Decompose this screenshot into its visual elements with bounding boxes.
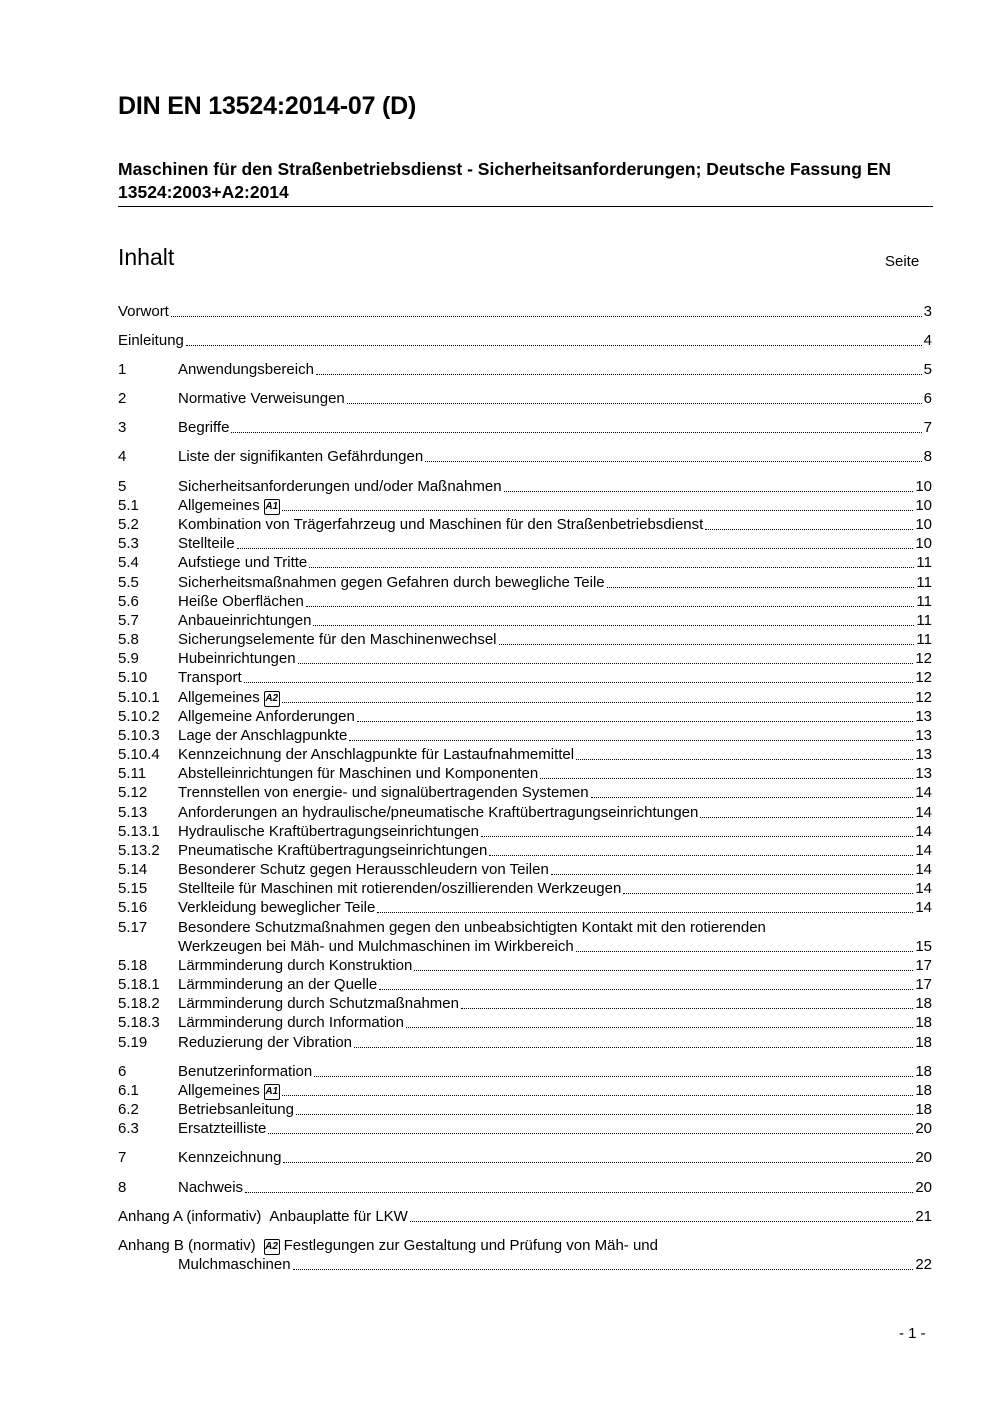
toc-entry[interactable]	[118, 447, 932, 466]
toc-dot-leader	[298, 662, 914, 664]
toc-entry-page: 22	[915, 1256, 932, 1273]
toc-entry-label: Benutzerinformation	[178, 1063, 313, 1080]
toc-entry-page: 11	[916, 593, 932, 610]
toc-entry-number: 5.19	[118, 1034, 148, 1051]
toc-entry-label: Allgemeines	[178, 1082, 260, 1099]
toc-dot-leader	[282, 509, 914, 511]
toc-entry[interactable]	[118, 573, 932, 592]
toc-entry-page: 20	[915, 1120, 932, 1137]
toc-entry-label: Normative Verweisungen	[178, 390, 345, 407]
toc-entry-label: Betriebsanleitung	[178, 1101, 294, 1118]
toc-entry[interactable]	[118, 302, 932, 321]
toc-entry-page: 18	[915, 1101, 932, 1118]
toc-dot-leader	[623, 892, 913, 894]
toc-entry-label: Kennzeichnung der Anschlagpunkte für Lastaufnahmemittel	[178, 746, 575, 763]
toc-entry[interactable]	[118, 745, 932, 764]
toc-entry-label: Begriffe	[178, 419, 230, 436]
toc-dot-leader	[414, 969, 913, 971]
toc-entry-page: 13	[915, 708, 932, 725]
toc-entry-label: Transport	[178, 669, 242, 686]
toc-entry-label: Sicherungselemente für den Maschinenwechsel	[178, 631, 497, 648]
toc-entry-label: Verkleidung beweglicher Teile	[178, 899, 376, 916]
toc-dot-leader	[379, 988, 913, 990]
contents-heading: Inhalt	[118, 244, 175, 270]
toc-entry[interactable]	[118, 1013, 932, 1032]
toc-dot-leader	[314, 1075, 913, 1077]
toc-entry-page: 14	[915, 823, 932, 840]
toc-entry[interactable]	[118, 1100, 932, 1119]
toc-dot-leader	[347, 402, 922, 404]
toc-entry-number: 5.17	[118, 919, 148, 936]
amendment-marker-icon: A1	[264, 499, 280, 515]
toc-dot-leader	[244, 681, 914, 683]
toc-dot-leader	[551, 873, 914, 875]
toc-entry-number: 3	[118, 419, 127, 436]
toc-entry-page: 17	[915, 957, 932, 974]
toc-entry-label: Lärmminderung durch Information	[178, 1014, 404, 1031]
toc-entry[interactable]	[118, 783, 932, 802]
toc-entry-page: 10	[915, 497, 932, 514]
toc-entry-page: 12	[915, 650, 932, 667]
toc-entry-number: 5.9	[118, 650, 139, 667]
toc-entry-label: Nachweis	[178, 1179, 244, 1196]
toc-entry[interactable]	[118, 331, 932, 350]
amendment-marker-icon: A1	[264, 1084, 280, 1100]
toc-dot-leader	[282, 701, 914, 703]
toc-entry-label: Liste der signifikanten Gefährdungen	[178, 448, 424, 465]
toc-entry-page: 21	[915, 1208, 932, 1225]
toc-entry-page: 10	[915, 535, 932, 552]
toc-dot-leader	[316, 373, 922, 375]
toc-entry[interactable]	[118, 803, 932, 822]
toc-entry-label: Festlegungen zur Gestaltung und Prüfung von Mäh- und	[283, 1237, 658, 1254]
toc-entry-label: Lärmminderung durch Schutzmaßnahmen	[178, 995, 459, 1012]
toc-entry-label: Stellteile für Maschinen mit rotierenden/oszillierenden Werkzeugen	[178, 880, 622, 897]
toc-entry-label: Hubeinrichtungen	[178, 650, 296, 667]
amendment-marker-icon: A2	[264, 1239, 280, 1255]
toc-entry-label: Anforderungen an hydraulische/pneumatische Kraftübertragungseinrichtungen	[178, 804, 699, 821]
toc-entry[interactable]	[178, 937, 932, 956]
toc-entry[interactable]	[118, 688, 932, 707]
toc-entry-number: 6.3	[118, 1120, 139, 1137]
toc-entry-page: 15	[915, 938, 932, 955]
toc-entry[interactable]	[118, 515, 932, 534]
toc-entry-page: 10	[915, 516, 932, 533]
toc-entry-page: 3	[923, 303, 932, 320]
toc-dot-leader	[410, 1220, 913, 1222]
toc-dot-leader	[186, 344, 922, 346]
toc-entry-label: Anwendungsbereich	[178, 361, 314, 378]
toc-entry-page: 10	[915, 478, 932, 495]
toc-entry[interactable]	[118, 477, 932, 496]
toc-entry[interactable]	[118, 1207, 932, 1226]
toc-entry-page: 14	[915, 861, 932, 878]
toc-dot-leader	[406, 1026, 913, 1028]
toc-entry[interactable]	[118, 764, 932, 783]
toc-dot-leader	[357, 720, 914, 722]
toc-entry-label: Kennzeichnung	[178, 1149, 282, 1166]
toc-entry-number: 7	[118, 1149, 127, 1166]
toc-dot-leader	[607, 586, 915, 588]
toc-entry[interactable]	[178, 1255, 932, 1274]
toc-dot-leader	[504, 490, 914, 492]
toc-entry-number: 5.10.2	[118, 708, 160, 725]
toc-entry-number: 5	[118, 478, 127, 495]
toc-entry-label: Sicherheitsmaßnahmen gegen Gefahren durch bewegliche Teile	[178, 574, 605, 591]
toc-entry-label: Abstelleinrichtungen für Maschinen und Komponenten	[178, 765, 539, 782]
toc-entry-label: Mulchmaschinen	[178, 1256, 291, 1273]
toc-entry-page: 18	[915, 1014, 932, 1031]
toc-entry-label: Allgemeine Anforderungen	[178, 708, 355, 725]
toc-dot-leader	[576, 758, 913, 760]
toc-entry-label: Lärmminderung an der Quelle	[178, 976, 378, 993]
toc-dot-leader	[591, 796, 914, 798]
toc-dot-leader	[540, 777, 913, 779]
toc-entry-number: 5.7	[118, 612, 139, 629]
toc-entry-number: 5.13.2	[118, 842, 160, 859]
toc-entry[interactable]	[118, 668, 932, 687]
toc-entry-page: 13	[915, 727, 932, 744]
toc-entry-page: 20	[915, 1149, 932, 1166]
toc-entry-page: 12	[915, 669, 932, 686]
toc-entry-page: 14	[915, 880, 932, 897]
toc-entry-page: 11	[916, 554, 932, 571]
toc-dot-leader	[306, 605, 915, 607]
toc-dot-leader	[245, 1191, 913, 1193]
toc-dot-leader	[499, 643, 915, 645]
toc-entry-label: Stellteile	[178, 535, 235, 552]
toc-entry-page: 6	[923, 390, 932, 407]
toc-entry-label: Hydraulische Kraftübertragungseinrichtungen	[178, 823, 480, 840]
toc-dot-leader	[309, 566, 914, 568]
toc-entry-number: 5.18.3	[118, 1014, 160, 1031]
toc-dot-leader	[293, 1268, 914, 1270]
toc-entry-label: Aufstiege und Tritte	[178, 554, 308, 571]
toc-entry-page: 17	[915, 976, 932, 993]
toc-dot-leader	[237, 547, 914, 549]
toc-entry-number: 5.10.1	[118, 689, 160, 706]
toc-entry-number: 5.16	[118, 899, 148, 916]
toc-entry[interactable]	[118, 841, 932, 860]
toc-entry[interactable]	[118, 975, 932, 994]
toc-dot-leader	[700, 816, 913, 818]
toc-entry-annex-prefix: Anhang A (informativ)	[118, 1208, 262, 1225]
toc-entry-number: 5.10.3	[118, 727, 160, 744]
toc-entry-number: 5.13	[118, 804, 148, 821]
toc-dot-leader	[489, 854, 913, 856]
toc-entry-label: Kombination von Trägerfahrzeug und Maschinen für den Straßenbetriebsdienst	[178, 516, 704, 533]
toc-entry-page: 11	[916, 631, 932, 648]
toc-entry[interactable]	[118, 1178, 932, 1197]
toc-entry-number: 5.5	[118, 574, 139, 591]
toc-entry-page: 14	[915, 784, 932, 801]
toc-entry[interactable]	[118, 994, 932, 1013]
toc-entry-number: 6.2	[118, 1101, 139, 1118]
toc-entry-number: 5.1	[118, 497, 139, 514]
page-column-heading: Seite	[885, 253, 920, 270]
toc-entry[interactable]	[118, 611, 932, 630]
toc-entry[interactable]	[118, 418, 932, 437]
toc-entry-label: Besondere Schutzmaßnahmen gegen den unbeabsichtigten Kontakt mit den rotierenden	[178, 919, 766, 936]
toc-entry-page: 14	[915, 899, 932, 916]
toc-entry-page: 14	[915, 842, 932, 859]
toc-entry-number: 1	[118, 361, 127, 378]
toc-entry-page: 18	[915, 1063, 932, 1080]
toc-entry[interactable]	[118, 707, 932, 726]
toc-entry[interactable]	[118, 360, 932, 379]
toc-entry[interactable]	[118, 918, 932, 937]
toc-dot-leader	[231, 431, 921, 433]
toc-entry[interactable]	[118, 1236, 932, 1255]
toc-entry-page: 12	[915, 689, 932, 706]
toc-entry[interactable]	[118, 534, 932, 553]
toc-entry[interactable]	[118, 1119, 932, 1138]
toc-entry-number: 5.11	[118, 765, 147, 782]
toc-entry[interactable]	[118, 1081, 932, 1100]
toc-entry-label: Sicherheitsanforderungen und/oder Maßnahmen	[178, 478, 502, 495]
toc-entry-number: 5.12	[118, 784, 148, 801]
toc-entry[interactable]	[118, 898, 932, 917]
toc-entry[interactable]	[118, 956, 932, 975]
toc-entry[interactable]	[118, 389, 932, 408]
toc-entry-number: 8	[118, 1179, 127, 1196]
toc-dot-leader	[313, 624, 914, 626]
toc-entry-label: Trennstellen von energie- und signalübertragenden Systemen	[178, 784, 589, 801]
toc-entry-label: Besonderer Schutz gegen Herausschleudern von Teilen	[178, 861, 549, 878]
toc-entry[interactable]	[118, 630, 932, 649]
toc-entry-label: Anbauplatte für LKW	[269, 1208, 408, 1225]
toc-entry[interactable]	[118, 1033, 932, 1052]
toc-entry-number: 5.10.4	[118, 746, 160, 763]
toc-entry-label: Heiße Oberflächen	[178, 593, 304, 610]
toc-dot-leader	[425, 460, 921, 462]
toc-dot-leader	[283, 1161, 913, 1163]
document-subtitle: Maschinen für den Straßenbetriebsdienst - Sicherheitsanforderungen; Deutsche Fassung EN 13524:2003+A2:2014	[118, 159, 892, 202]
toc-entry-page: 13	[915, 746, 932, 763]
toc-entry[interactable]	[118, 1148, 932, 1167]
toc-entry-page: 20	[915, 1179, 932, 1196]
toc-dot-leader	[268, 1132, 913, 1134]
toc-entry-label: Allgemeines	[178, 689, 260, 706]
toc-dot-leader	[171, 315, 922, 317]
toc-entry-label: Allgemeines	[178, 497, 260, 514]
amendment-marker-icon: A2	[264, 691, 280, 707]
toc-dot-leader	[576, 950, 914, 952]
toc-entry-label: Lärmminderung durch Konstruktion	[178, 957, 413, 974]
toc-entry-number: 4	[118, 448, 127, 465]
toc-dot-leader	[354, 1046, 913, 1048]
toc-entry[interactable]	[118, 553, 932, 572]
toc-entry-label: Werkzeugen bei Mäh- und Mulchmaschinen im Wirkbereich	[178, 938, 574, 955]
toc-entry[interactable]	[118, 879, 932, 898]
toc-dot-leader	[705, 528, 913, 530]
toc-entry-number: 5.4	[118, 554, 139, 571]
toc-entry[interactable]	[118, 496, 932, 515]
toc-entry[interactable]	[118, 726, 932, 745]
page-number: - 1 -	[899, 1325, 926, 1342]
toc-entry-page: 18	[915, 1034, 932, 1051]
toc-entry-page: 18	[915, 995, 932, 1012]
toc-dot-leader	[349, 739, 913, 741]
toc-entry-label: Vorwort	[118, 303, 169, 320]
toc-entry-number: 5.15	[118, 880, 148, 897]
toc-dot-leader	[481, 835, 913, 837]
toc-entry-annex-prefix: Anhang B (normativ)	[118, 1237, 256, 1254]
title-divider	[118, 206, 933, 207]
toc-entry-page: 18	[915, 1082, 932, 1099]
toc-entry-page: 11	[916, 612, 932, 629]
toc-entry-number: 5.3	[118, 535, 139, 552]
toc-entry-number: 5.18.1	[118, 976, 160, 993]
toc-entry-number: 5.13.1	[118, 823, 160, 840]
toc-entry-number: 5.14	[118, 861, 148, 878]
toc-entry-label: Anbaueinrichtungen	[178, 612, 312, 629]
toc-entry[interactable]	[118, 860, 932, 879]
toc-entry-page: 11	[916, 574, 932, 591]
toc-dot-leader	[282, 1094, 914, 1096]
toc-entry-number: 5.6	[118, 593, 139, 610]
toc-entry-page: 13	[915, 765, 932, 782]
toc-entry-number: 5.18.2	[118, 995, 160, 1012]
toc-entry[interactable]	[118, 1062, 932, 1081]
toc-entry[interactable]	[118, 592, 932, 611]
toc-entry-page: 7	[923, 419, 932, 436]
toc-entry-label: Reduzierung der Vibration	[178, 1034, 353, 1051]
toc-entry[interactable]	[118, 649, 932, 668]
toc-entry-number: 6	[118, 1063, 127, 1080]
toc-entry-number: 6.1	[118, 1082, 139, 1099]
toc-dot-leader	[461, 1007, 913, 1009]
toc-entry-number: 5.18	[118, 957, 148, 974]
toc-entry-page: 14	[915, 804, 932, 821]
toc-entry-label: Pneumatische Kraftübertragungseinrichtungen	[178, 842, 488, 859]
toc-entry-number: 5.2	[118, 516, 139, 533]
toc-entry-page: 5	[923, 361, 932, 378]
document-title: DIN EN 13524:2014-07 (D)	[118, 92, 417, 120]
toc-entry-number: 5.8	[118, 631, 139, 648]
toc-entry-page: 8	[923, 448, 932, 465]
toc-dot-leader	[296, 1113, 913, 1115]
toc-entry-label: Ersatzteilliste	[178, 1120, 267, 1137]
toc-entry[interactable]	[118, 822, 932, 841]
toc-dot-leader	[377, 911, 913, 913]
toc-entry-page: 4	[923, 332, 932, 349]
toc-entry-number: 2	[118, 390, 127, 407]
toc-entry-label: Lage der Anschlagpunkte	[178, 727, 348, 744]
toc-entry-number: 5.10	[118, 669, 148, 686]
toc-entry-label: Einleitung	[118, 332, 184, 349]
